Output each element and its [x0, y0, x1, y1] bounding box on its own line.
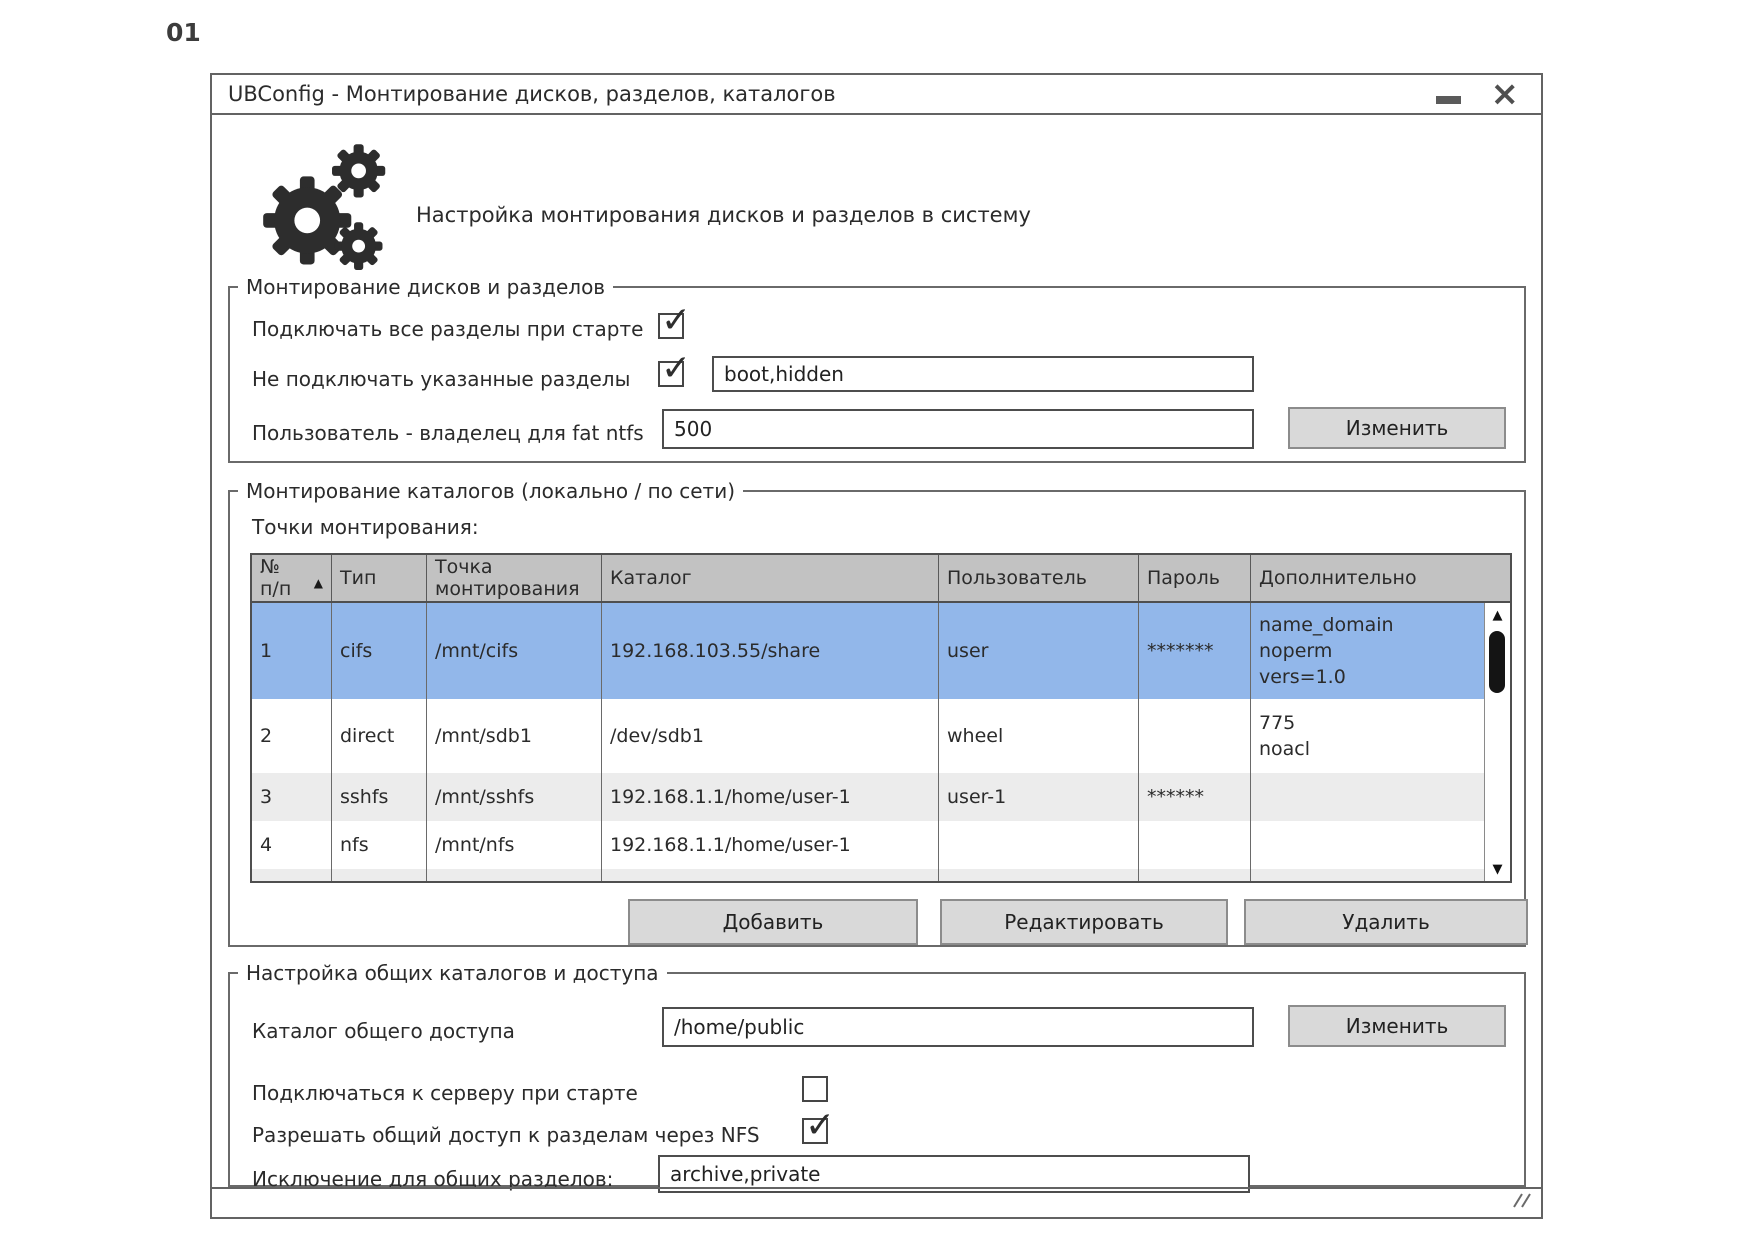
cell-type: sshfs	[332, 773, 427, 821]
column-header-mount-point-line1: Точка	[435, 556, 493, 578]
add-button[interactable]: Добавить	[628, 899, 918, 945]
minimize-icon[interactable]	[1436, 96, 1461, 104]
cell-empty	[427, 869, 602, 881]
table-row[interactable]	[252, 773, 1510, 821]
sort-ascending-icon: ▲	[313, 576, 323, 590]
cell-empty	[332, 869, 427, 881]
scroll-up-icon[interactable]: ▲	[1492, 607, 1503, 623]
column-header-password[interactable]	[1139, 555, 1251, 601]
scrollbar-thumb[interactable]	[1489, 631, 1505, 693]
figure-number: 01	[166, 18, 201, 47]
cell-password: *******	[1139, 603, 1251, 699]
exclude-partitions-input[interactable]	[712, 356, 1254, 392]
cell-catalog: /dev/sdb1	[602, 699, 939, 773]
vertical-scrollbar[interactable]	[1484, 603, 1510, 881]
mount-points-caption: Точки монтирования:	[252, 515, 479, 539]
catalogs-group-legend: Монтирование каталогов (локально / по сети)	[246, 479, 735, 503]
check-icon: ✓	[661, 348, 692, 389]
title-bar	[212, 75, 1541, 115]
owner-label: Пользователь - владелец для fat ntfs	[252, 421, 644, 445]
resize-grip-icon[interactable]	[1511, 1191, 1533, 1213]
cell-empty	[1251, 869, 1484, 881]
cell-user: user-1	[939, 773, 1139, 821]
cell-num: 3	[252, 773, 332, 821]
cell-extra	[1251, 821, 1484, 869]
column-header-num[interactable]	[252, 555, 332, 601]
cell-mount-point: /mnt/cifs	[427, 603, 602, 699]
cell-catalog: 192.168.1.1/home/user-1	[602, 773, 939, 821]
owner-input[interactable]	[662, 409, 1254, 449]
column-header-num-line1: №	[260, 556, 280, 578]
cell-empty	[602, 869, 939, 881]
exclude-partitions-label: Не подключать указанные разделы	[252, 367, 631, 391]
column-header-type[interactable]	[332, 555, 427, 601]
cell-password	[1139, 821, 1251, 869]
cell-extra	[1251, 773, 1484, 821]
window-controls	[1436, 74, 1526, 114]
page-title: Настройка монтирования дисков и разделов в систему	[416, 203, 1031, 227]
table-row[interactable]	[252, 821, 1510, 869]
edit-button[interactable]: Редактировать	[940, 899, 1228, 945]
table-header-row	[252, 555, 1510, 603]
cell-empty	[1139, 869, 1251, 881]
share-dir-label: Каталог общего доступа	[252, 1019, 515, 1043]
status-bar	[212, 1187, 1541, 1217]
cell-catalog: 192.168.1.1/home/user-1	[602, 821, 939, 869]
extra-line: 775	[1259, 712, 1296, 734]
cell-type: direct	[332, 699, 427, 773]
connect-on-start-checkbox[interactable]	[802, 1076, 828, 1102]
share-exclusion-label: Исключение для общих разделов:	[252, 1167, 614, 1191]
check-icon: ✓	[661, 300, 692, 341]
table-row[interactable]	[252, 603, 1510, 699]
window-content	[212, 115, 1541, 1217]
cell-mount-point: /mnt/sshfs	[427, 773, 602, 821]
exclude-partitions-checkbox[interactable]	[658, 348, 692, 389]
cell-password	[1139, 699, 1251, 773]
change-share-dir-button[interactable]: Изменить	[1288, 1005, 1506, 1047]
cell-password: ******	[1139, 773, 1251, 821]
extra-line: noperm	[1259, 640, 1333, 662]
cell-empty	[939, 869, 1139, 881]
connect-on-start-label: Подключаться к серверу при старте	[252, 1081, 638, 1105]
delete-button[interactable]: Удалить	[1244, 899, 1528, 945]
mount-points-table	[250, 553, 1512, 883]
window-title: UBConfig - Монтирование дисков, разделов, каталогов	[228, 82, 836, 106]
cell-empty	[252, 869, 332, 881]
column-header-extra[interactable]	[1251, 555, 1510, 601]
column-header-mount-point[interactable]	[427, 555, 602, 601]
column-header-num-line2: п/п	[260, 578, 292, 600]
cell-user: user	[939, 603, 1139, 699]
nfs-share-checkbox[interactable]	[802, 1105, 836, 1146]
cell-num: 4	[252, 821, 332, 869]
column-header-user-label: Пользователь	[947, 567, 1087, 589]
cell-user	[939, 821, 1139, 869]
share-dir-input[interactable]	[662, 1007, 1254, 1047]
column-header-user[interactable]	[939, 555, 1139, 601]
cell-mount-point: /mnt/nfs	[427, 821, 602, 869]
change-owner-button[interactable]: Изменить	[1288, 407, 1506, 449]
cell-mount-point: /mnt/sdb1	[427, 699, 602, 773]
mount-all-label: Подключать все разделы при старте	[252, 317, 644, 341]
column-header-extra-label: Дополнительно	[1259, 567, 1417, 589]
extra-line: vers=1.0	[1259, 666, 1346, 688]
cell-extra	[1251, 699, 1484, 773]
catalogs-group	[228, 479, 1526, 947]
cell-num: 2	[252, 699, 332, 773]
extra-line: name_domain	[1259, 614, 1394, 636]
column-header-mount-point-line2: монтирования	[435, 578, 580, 600]
mount-all-checkbox[interactable]	[658, 300, 692, 341]
scroll-down-icon[interactable]: ▼	[1492, 861, 1503, 877]
check-icon: ✓	[805, 1105, 836, 1146]
disks-group-legend: Монтирование дисков и разделов	[246, 275, 606, 299]
gears-icon	[254, 135, 388, 275]
ubconfig-window	[210, 73, 1543, 1219]
nfs-share-label: Разрешать общий доступ к разделам через NFS	[252, 1123, 760, 1147]
table-body	[252, 603, 1510, 881]
disks-group	[228, 275, 1526, 463]
column-header-password-label: Пароль	[1147, 567, 1220, 589]
table-row-partial	[252, 869, 1510, 881]
share-group-legend: Настройка общих каталогов и доступа	[246, 961, 659, 985]
cell-catalog: 192.168.103.55/share	[602, 603, 939, 699]
column-header-catalog[interactable]	[602, 555, 939, 601]
table-row[interactable]	[252, 699, 1510, 773]
column-header-catalog-label: Каталог	[610, 567, 692, 589]
cell-type: cifs	[332, 603, 427, 699]
close-icon[interactable]: ×	[1490, 74, 1519, 114]
cell-type: nfs	[332, 821, 427, 869]
share-group	[228, 961, 1526, 1191]
cell-extra	[1251, 603, 1484, 699]
extra-line: noacl	[1259, 738, 1311, 760]
column-header-type-label: Тип	[340, 567, 377, 589]
cell-user: wheel	[939, 699, 1139, 773]
cell-num: 1	[252, 603, 332, 699]
